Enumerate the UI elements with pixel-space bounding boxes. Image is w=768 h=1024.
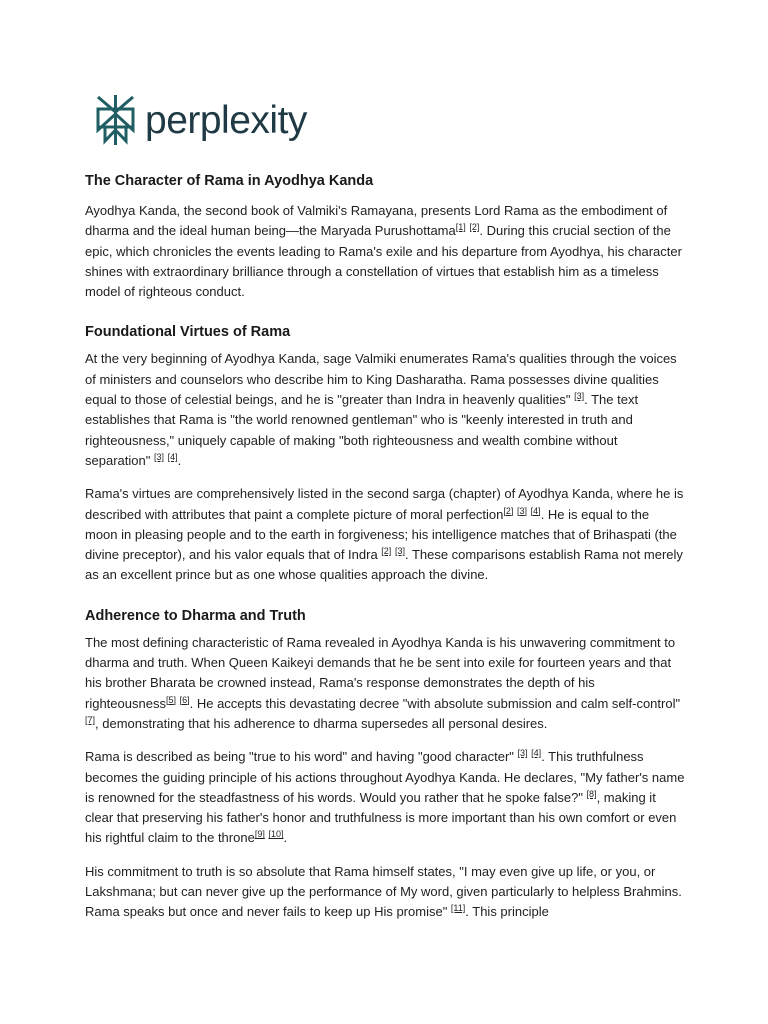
article — [85, 168, 685, 936]
text-run: . These comparisons establish Rama not merely as an excellent prince but as one whose qualities approach the divine. — [85, 547, 683, 583]
citation-link[interactable]: [3] — [394, 546, 405, 557]
text-run: . During this crucial section of the epic, which chronicles the events leading to Rama's exile and his departure from Ayodhya, his character shines with extraordinary brilliance through a constellation of virtues that establish him as a timeless model of righteous conduct. — [85, 223, 682, 300]
text-run: . He is equal to the moon in pleasing people and to the earth in forgiveness; his intelligence matches that of Brihaspati (the divine preceptor), and his valor equals that of Indra — [85, 506, 677, 563]
citation-link[interactable]: [7] — [85, 714, 96, 725]
text-run: , making it clear that preserving his father's honor and truthfulness is more important than his own comfort or even his rightful claim to the throne — [85, 789, 677, 846]
text-run: At the very beginning of Ayodhya Kanda, sage Valmiki enumerates Rama's qualities through the voices of ministers and counselors who describe him to King Dasharatha. Rama possesses divine qualities equal to those of celestial beings, and he is "greater than Indra in heavenly qualities" — [85, 351, 677, 408]
citation-link[interactable]: [5] — [165, 694, 176, 705]
text-run: . He accepts this devastating decree "with absolute submission and calm self-control" — [189, 695, 681, 711]
text-run: . — [177, 452, 182, 468]
text-run: Rama is described as being "true to his word" and having "good character" — [85, 749, 518, 765]
citation-link[interactable]: [3] — [153, 451, 164, 462]
citation-link[interactable]: [3] — [517, 748, 528, 759]
text-run: His commitment to truth is so absolute that Rama himself states, "I may even give up life, or you, or Lakshmana; but can never give up the performance of My word, given particularly to helpless Brahmins. Rama speaks but once and never fails to keep up His promise" — [85, 863, 682, 920]
paragraph — [85, 747, 685, 848]
paragraph — [85, 862, 685, 923]
text-run: . This truthfulness becomes the guiding principle of his actions throughout Ayodhya Kanda. He declares, "My father's name is renowned for the steadfastness of his words. Would you rather that he spoke false?" — [85, 749, 685, 805]
text-run: . — [283, 830, 288, 846]
citation-link[interactable]: [9] — [254, 829, 265, 840]
intro-paragraph — [85, 201, 685, 302]
citation-link[interactable]: [2] — [381, 546, 392, 557]
citation-link[interactable]: [4] — [531, 748, 542, 759]
paragraph — [85, 349, 685, 471]
logo-wordmark: perplexity — [145, 98, 307, 142]
citation-link[interactable]: [6] — [179, 694, 190, 705]
text-run: The most defining characteristic of Rama revealed in Ayodhya Kanda is his unwavering commitment to dharma and truth. When Queen Kaikeyi demands that he be sent into exile for fourteen years and that his brother Bharata be crowned instead, Rama's response demonstrates the depth of his righteousness — [85, 634, 676, 711]
section-heading-foundational-virtues: Foundational Virtues of Rama — [85, 324, 291, 341]
perplexity-logo[interactable] — [94, 94, 307, 146]
citation-link[interactable]: [3] — [517, 505, 528, 516]
text-run: Rama's virtues are comprehensively listed in the second sarga (chapter) of Ayodhya Kanda, where he is described with attributes that paint a complete picture of moral perfection — [85, 486, 684, 522]
paragraph — [85, 484, 685, 585]
citation-link[interactable]: [10] — [268, 829, 284, 840]
citation-link[interactable]: [1] — [455, 222, 466, 233]
paragraph — [85, 633, 685, 734]
perplexity-logo-icon — [94, 94, 137, 146]
citation-link[interactable]: [11] — [450, 903, 466, 914]
citation-link[interactable]: [4] — [167, 451, 178, 462]
citation-link[interactable]: [3] — [574, 391, 585, 402]
citation-link[interactable]: [2] — [469, 222, 480, 233]
citation-link[interactable]: [8] — [586, 788, 597, 799]
citation-link[interactable]: [4] — [530, 505, 541, 516]
page-title: The Character of Rama in Ayodhya Kanda — [85, 173, 374, 189]
citation-link[interactable]: [2] — [503, 505, 514, 516]
section-heading-dharma-truth: Adherence to Dharma and Truth — [85, 607, 306, 624]
text-run: Ayodhya Kanda, the second book of Valmiki's Ramayana, presents Lord Rama as the embodiment of dharma and the ideal human being—the Maryada Purushottama — [85, 203, 668, 239]
text-run: , demonstrating that his adherence to dharma supersedes all personal desires. — [95, 715, 548, 731]
text-run: . This principle — [465, 904, 549, 920]
text-run: . The text establishes that Rama is "the world renowned gentleman" who is "keenly interested in truth and righteousness," uniquely capable of making "both righteousness and wealth combine without separation" — [85, 392, 639, 468]
